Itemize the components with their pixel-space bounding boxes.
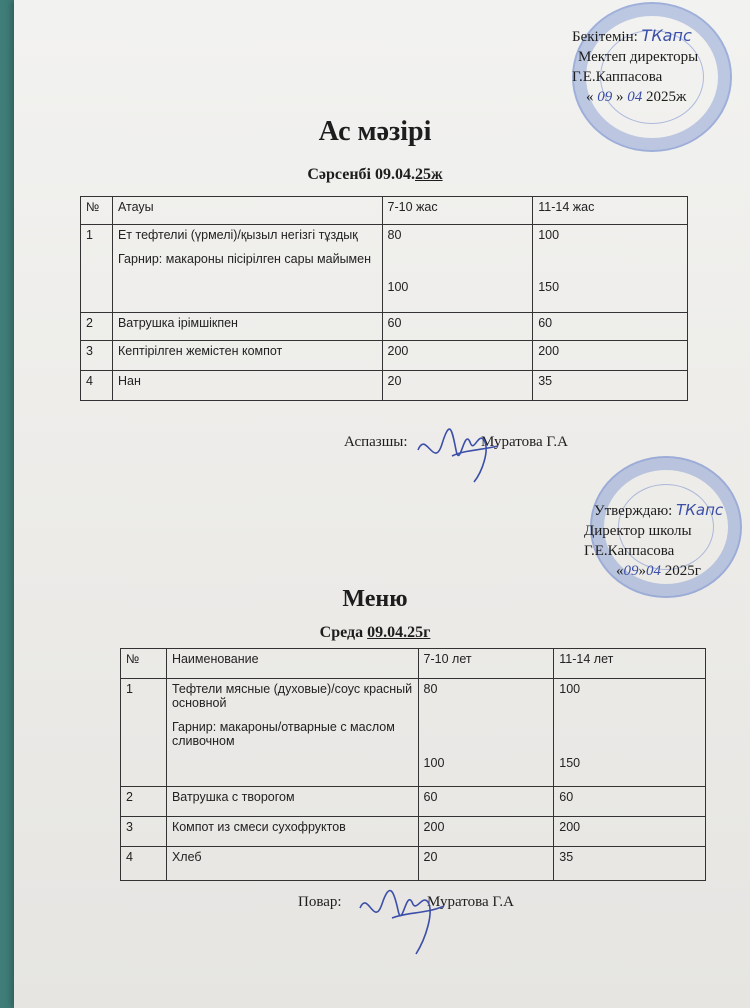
director-signature-ru: ТКапс xyxy=(676,501,724,519)
header-name: Атауы xyxy=(112,197,382,225)
page-title-ru: Меню xyxy=(342,586,408,612)
approve-label-kz: Бекітемін: xyxy=(572,29,638,45)
approve-date-kz: « 09 » 04 2025ж xyxy=(586,89,687,105)
director-title-ru: Директор школы xyxy=(584,523,692,539)
table-header-row xyxy=(81,197,688,225)
side-dish-name: Гарнир: макароны/отварные с маслом сливочном xyxy=(171,720,395,748)
header-age-11-14: 11-14 лет xyxy=(554,649,706,679)
table-row: 2 Ватрушка с творогом 60 60 xyxy=(121,787,706,817)
page-subtitle-kz: Сәрсенбі 09.04.25ж xyxy=(307,166,443,183)
table-row: 3 Кептірілген жемістен компот 200 200 xyxy=(81,341,688,371)
dish-name: Ет тефтелиі (үрмелі)/қызыл негізгі тұздық xyxy=(117,228,358,242)
table-row: 4 Нан 20 35 xyxy=(81,371,688,401)
header-age-7-10: 7-10 жас xyxy=(382,197,533,225)
approval-block-kz xyxy=(572,26,742,107)
approve-line1-kz xyxy=(572,26,742,47)
page-subtitle-ru: Среда 09.04.25г xyxy=(319,624,431,641)
director-name-kz: Г.Е.Каппасова xyxy=(572,69,663,85)
table-row: 1 Ет тефтелиі (үрмелі)/қызыл негізгі тұздық Гарнир: макароны пісірілген сары майымен 80 100 100 150 xyxy=(81,225,688,313)
approval-block-ru xyxy=(584,500,744,581)
approve-label-ru: Утверждаю: xyxy=(594,503,673,519)
cook-label-ru: Повар: xyxy=(298,894,342,910)
header-name: Наименование xyxy=(166,649,418,679)
header-age-7-10: 7-10 лет xyxy=(418,649,554,679)
table-header-row xyxy=(121,649,706,679)
side-dish-name: Гарнир: макароны пісірілген сары майымен xyxy=(117,252,372,266)
header-number: № xyxy=(81,197,113,225)
menu-table-ru xyxy=(120,648,706,881)
cook-label-kz: Аспазшы: xyxy=(344,434,408,450)
director-name-ru: Г.Е.Каппасова xyxy=(584,543,675,559)
table-row: 3 Компот из смеси сухофруктов 200 200 xyxy=(121,817,706,847)
director-signature-kz: ТКапс xyxy=(641,26,692,45)
page-title-kz: Ас мәзірі xyxy=(318,116,432,147)
approve-line1-ru xyxy=(594,500,744,521)
table-row: 1 Тефтели мясные (духовые)/соус красный основной Гарнир: макароны/отварные с маслом сливочном 80 100 100 150 xyxy=(121,679,706,787)
table-row: 2 Ватрушка ірімшікпен 60 60 xyxy=(81,313,688,341)
approve-date-ru: «09»04 2025г xyxy=(616,563,701,579)
header-number: № xyxy=(121,649,167,679)
menu-table-kz xyxy=(80,196,688,401)
cook-name-kz: Муратова Г.А xyxy=(481,434,568,450)
cook-name-ru: Муратова Г.А xyxy=(427,894,514,910)
cook-signature-ru xyxy=(354,884,450,960)
dish-name: Тефтели мясные (духовые)/соус красный основной xyxy=(171,682,413,710)
director-title-kz: Мектеп директоры xyxy=(578,49,699,65)
header-age-11-14: 11-14 жас xyxy=(533,197,688,225)
cook-signature-kz xyxy=(412,420,504,490)
table-row: 4 Хлеб 20 35 xyxy=(121,847,706,881)
